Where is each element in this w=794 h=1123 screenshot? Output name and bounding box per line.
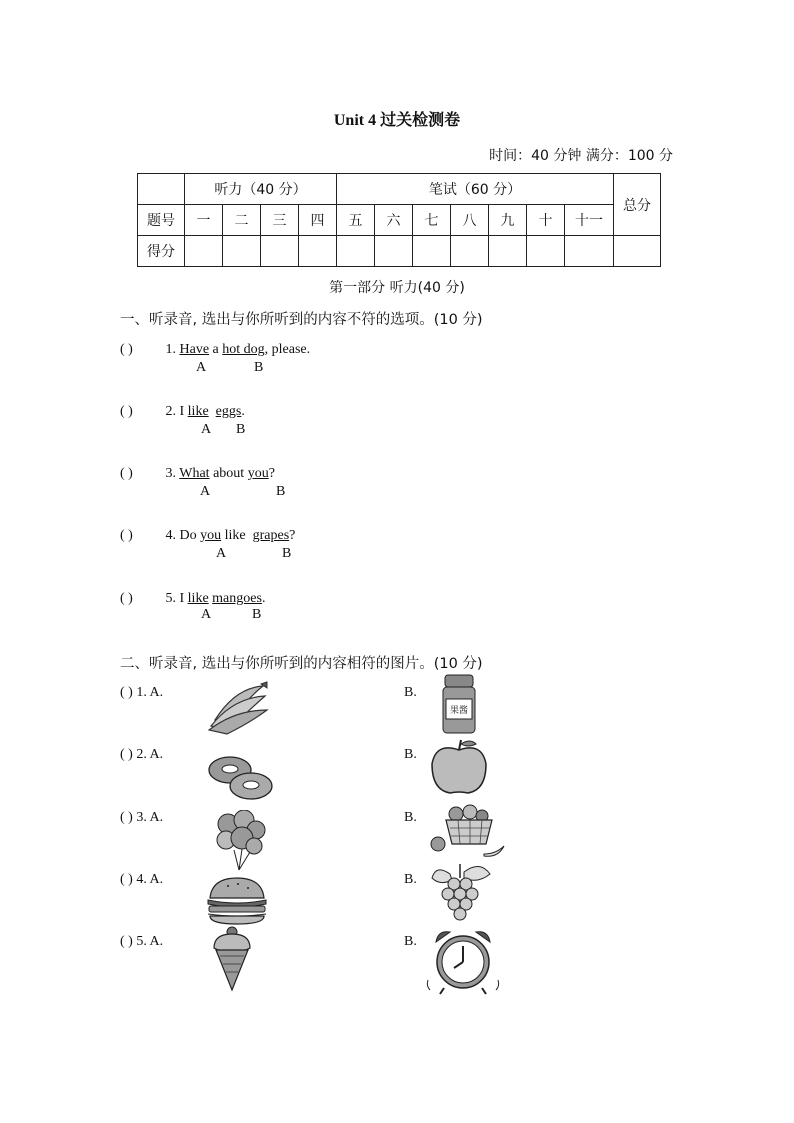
score-cell[interactable] bbox=[375, 236, 413, 267]
score-cell[interactable] bbox=[261, 236, 299, 267]
row-label-score: 得分 bbox=[138, 236, 185, 267]
row-label-number: 题号 bbox=[138, 205, 185, 236]
section2-heading: 二、听录音, 选出与你所听到的内容相符的图片。(10 分) bbox=[120, 656, 483, 672]
writing-header: 笔试（60 分） bbox=[337, 174, 614, 205]
answer-paren[interactable]: ( ) bbox=[120, 404, 133, 419]
option-b-label: B. bbox=[404, 934, 417, 949]
option-b-label: B. bbox=[404, 685, 417, 700]
option-b-text: you bbox=[247, 466, 269, 481]
label-a: A bbox=[216, 546, 227, 561]
doughnuts-icon[interactable] bbox=[206, 752, 276, 802]
score-cell[interactable] bbox=[451, 236, 489, 267]
total-score-cell[interactable] bbox=[614, 236, 661, 267]
score-cell[interactable] bbox=[413, 236, 451, 267]
score-table bbox=[137, 173, 661, 267]
page-title: Unit 4 过关检测卷 bbox=[333, 112, 461, 129]
jam-jar-icon[interactable] bbox=[442, 673, 476, 735]
corner-cell bbox=[138, 174, 185, 205]
option-a-text: Have bbox=[179, 342, 210, 357]
option-b-label: B. bbox=[404, 810, 417, 825]
listening-header: 听力（40 分） bbox=[185, 174, 337, 205]
ice-cream-icon[interactable] bbox=[210, 926, 254, 992]
label-b: B bbox=[254, 360, 264, 375]
score-cell[interactable] bbox=[185, 236, 223, 267]
label-b: B bbox=[236, 422, 246, 437]
option-a-text: What bbox=[179, 466, 210, 481]
option-a-text: like bbox=[187, 404, 209, 419]
question-4: ( ) 4. Do you like grapes? bbox=[120, 528, 296, 543]
label-a: A bbox=[200, 484, 211, 499]
option-a-text: you bbox=[200, 528, 222, 543]
picture-question-3[interactable]: ( ) 3. A. bbox=[120, 810, 164, 825]
answer-paren[interactable]: ( ) bbox=[120, 342, 133, 357]
answer-paren[interactable]: ( ) bbox=[120, 591, 133, 606]
q-number: 二 bbox=[223, 205, 261, 236]
label-a: A bbox=[196, 360, 207, 375]
question-1: ( ) 1. Have a hot dog, please. bbox=[120, 342, 311, 357]
hamburger-icon[interactable] bbox=[206, 876, 268, 926]
q-number: 八 bbox=[451, 205, 489, 236]
alarm-clock-icon[interactable] bbox=[424, 926, 502, 996]
section1-heading: 一、听录音, 选出与你所听到的内容不符的选项。(10 分) bbox=[120, 312, 483, 328]
total-header: 总分 bbox=[614, 174, 661, 236]
score-cell[interactable] bbox=[527, 236, 565, 267]
question-5: ( ) 5. I like mangoes. bbox=[120, 591, 266, 606]
score-cell[interactable] bbox=[299, 236, 337, 267]
q-number: 九 bbox=[489, 205, 527, 236]
label-b: B bbox=[282, 546, 292, 561]
question-2: ( ) 2. I like eggs. bbox=[120, 404, 245, 419]
bananas-icon[interactable] bbox=[205, 680, 271, 736]
q-number: 五 bbox=[337, 205, 375, 236]
picture-question-2[interactable]: ( ) 2. A. bbox=[120, 747, 164, 762]
jar-label: 果酱 bbox=[449, 706, 469, 716]
fruit-basket-icon[interactable] bbox=[428, 802, 508, 860]
option-a-text: like bbox=[187, 591, 209, 606]
option-b-text: grapes bbox=[252, 528, 290, 543]
q-number: 四 bbox=[299, 205, 337, 236]
apple-icon[interactable] bbox=[428, 738, 490, 796]
picture-question-4[interactable]: ( ) 4. A. bbox=[120, 872, 164, 887]
q-number: 十一 bbox=[565, 205, 614, 236]
label-b: B bbox=[252, 607, 262, 622]
option-b-text: hot dog bbox=[222, 342, 265, 357]
grapes-icon[interactable] bbox=[430, 860, 494, 926]
option-b-label: B. bbox=[404, 872, 417, 887]
score-cell[interactable] bbox=[565, 236, 614, 267]
score-cell[interactable] bbox=[223, 236, 261, 267]
q-number: 七 bbox=[413, 205, 451, 236]
score-cell[interactable] bbox=[337, 236, 375, 267]
question-3: ( ) 3. What about you? bbox=[120, 466, 275, 481]
option-b-text: eggs bbox=[215, 404, 242, 419]
option-b-label: B. bbox=[404, 747, 417, 762]
balloons-icon[interactable] bbox=[214, 810, 266, 872]
label-a: A bbox=[201, 422, 212, 437]
answer-paren[interactable]: ( ) bbox=[120, 466, 133, 481]
q-number: 一 bbox=[185, 205, 223, 236]
time-info: 时间：40 分钟 满分：100 分 bbox=[489, 148, 673, 164]
label-b: B bbox=[276, 484, 286, 499]
part-title: 第一部分 听力(40 分) bbox=[329, 280, 465, 296]
answer-paren[interactable]: ( ) bbox=[120, 528, 133, 543]
picture-question-1[interactable]: ( ) 1. A. bbox=[120, 685, 164, 700]
picture-question-5[interactable]: ( ) 5. A. bbox=[120, 934, 164, 949]
score-cell[interactable] bbox=[489, 236, 527, 267]
q-number: 六 bbox=[375, 205, 413, 236]
option-b-text: mangoes bbox=[212, 591, 262, 606]
q-number: 十 bbox=[527, 205, 565, 236]
label-a: A bbox=[201, 607, 212, 622]
q-number: 三 bbox=[261, 205, 299, 236]
